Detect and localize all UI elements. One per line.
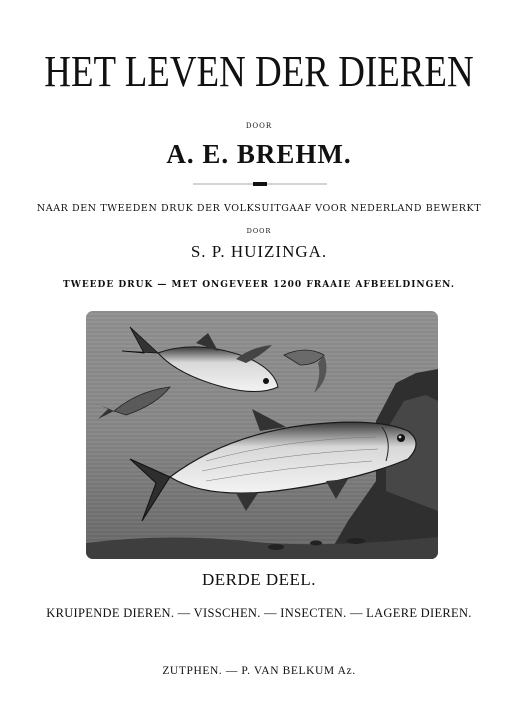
volume-contents: KRUIPENDE DIEREN. — VISSCHEN. — INSECTEN. — LAGERE DIEREN. — [46, 606, 472, 620]
by-label: DOOR — [245, 122, 273, 130]
volume-label: DERDE DEEL. — [201, 570, 317, 589]
book-title: HET LEVEN DER DIEREN — [44, 47, 474, 96]
by-label-editor: DOOR — [246, 227, 272, 235]
author-name: A. E. BREHM. — [166, 139, 352, 169]
divider-ornament — [193, 181, 327, 187]
editor-name: S. P. HUIZINGA. — [190, 242, 328, 261]
fish-engraving — [86, 311, 438, 559]
subtitle: NAAR DEN TWEEDEN DRUK DER VOLKSUITGAAF VOOR NEDERLAND BEWERKT — [36, 203, 482, 214]
publisher-line: ZUTPHEN. — P. VAN BELKUM Az. — [162, 665, 356, 677]
edition-note: TWEEDE DRUK — MET ONGEVEER 1200 FRAAIE AFBEELDINGEN. — [63, 280, 455, 290]
